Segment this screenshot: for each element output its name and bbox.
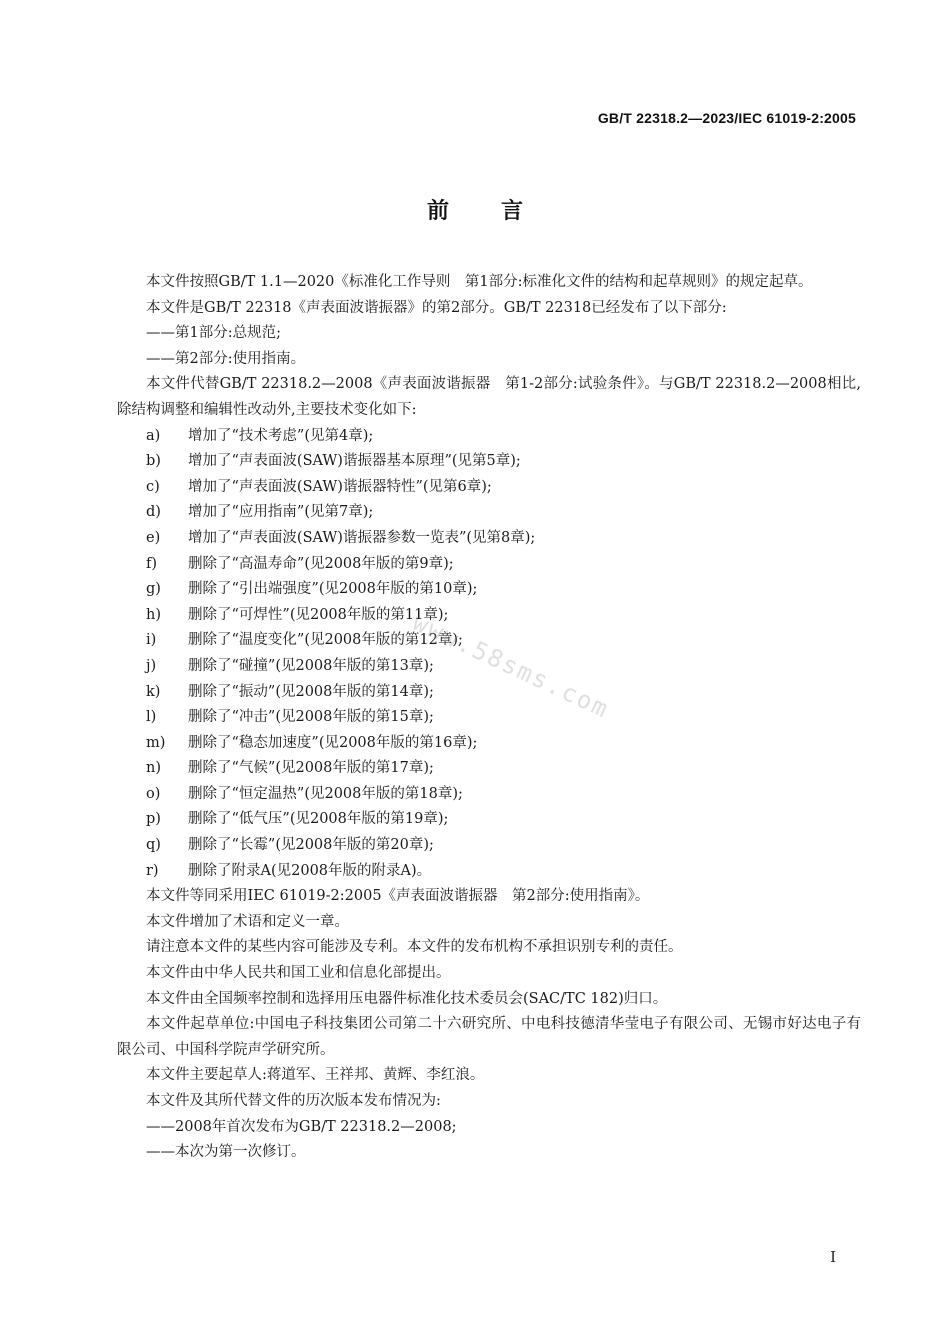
change-letter: k) <box>146 683 161 700</box>
paragraph-drafting-rules: 本文件按照GB/T 1.1—2020《标准化工作导则 第1部分:标准化文件的结构和起草规则》的规定起草。 <box>146 274 813 290</box>
change-text: 删除了“碰撞”(见2008年版的第13章); <box>188 657 434 674</box>
change-item <box>117 731 861 757</box>
change-item <box>117 654 861 680</box>
change-letter: h) <box>146 606 161 623</box>
foreword-body <box>117 270 861 1166</box>
change-letter: e) <box>146 529 161 546</box>
change-item <box>117 628 861 654</box>
standard-number-header: GB/T 22318.2—2023/IEC 61019-2:2005 <box>597 110 856 126</box>
change-text: 删除了“引出端强度”(见2008年版的第10章); <box>188 581 478 598</box>
change-item <box>117 449 861 475</box>
change-text: 删除了附录A(见2008年版的附录A)。 <box>188 862 432 879</box>
paragraph-terms-added: 本文件增加了术语和定义一章。 <box>146 913 349 930</box>
change-text: 删除了“稳态加速度”(见2008年版的第16章); <box>188 734 478 751</box>
history-list-item: ——2008年首次发布为GB/T 22318.2—2008; <box>146 1118 457 1135</box>
change-letter: j) <box>146 657 157 674</box>
change-letter: i) <box>146 632 157 649</box>
change-letter: m) <box>146 734 166 751</box>
change-letter: l) <box>146 709 157 726</box>
paragraph-drafters: 本文件主要起草人:蒋道军、王祥邦、黄辉、李红浪。 <box>146 1067 485 1084</box>
history-list-item: ——本次为第一次修订。 <box>146 1144 306 1161</box>
change-text: 增加了“声表面波(SAW)谐振器特性”(见第6章); <box>188 478 492 495</box>
paragraph-replaces: 本文件代替GB/T 22318.2—2008《声表面波谐振器 第1-2部分:试验条件》。与GB/T 22318.2—2008相比,除结构调整和编辑性改动外,主要技术变化如下: <box>117 376 861 418</box>
change-text: 删除了“振动”(见2008年版的第14章); <box>188 683 434 700</box>
change-item <box>117 756 861 782</box>
change-item <box>117 500 861 526</box>
change-text: 增加了“应用指南”(见第7章); <box>188 504 374 521</box>
changes-list <box>117 424 861 885</box>
change-letter: o) <box>146 785 161 802</box>
change-item <box>117 526 861 552</box>
change-letter: r) <box>146 862 159 879</box>
change-text: 删除了“高温寿命”(见2008年版的第9章); <box>188 555 454 572</box>
change-letter: q) <box>146 837 161 854</box>
change-letter: g) <box>146 581 161 598</box>
change-item <box>117 680 861 706</box>
change-text: 删除了“恒定温热”(见2008年版的第18章); <box>188 785 463 802</box>
watermark: www.58sms.com <box>408 608 614 724</box>
page-number: I <box>830 1248 836 1266</box>
change-letter: c) <box>146 478 160 495</box>
change-item <box>117 475 861 501</box>
change-letter: f) <box>146 555 158 572</box>
paragraph-proposed-by: 本文件由中华人民共和国工业和信息化部提出。 <box>146 965 451 982</box>
change-text: 删除了“冲击”(见2008年版的第15章); <box>188 709 434 726</box>
change-letter: b) <box>146 453 161 470</box>
paragraph-part-info: 本文件是GB/T 22318《声表面波谐振器》的第2部分。GB/T 22318已经发布了以下部分: <box>146 299 727 316</box>
change-item <box>117 807 861 833</box>
change-item <box>117 424 861 450</box>
paragraph-drafting-units: 本文件起草单位:中国电子科技集团公司第二十六研究所、中电科技德清华莹电子有限公司、无锡市好达电子有限公司、中国科学院声学研究所。 <box>117 1016 861 1058</box>
change-text: 删除了“长霉”(见2008年版的第20章); <box>188 837 434 854</box>
change-item <box>117 782 861 808</box>
change-item <box>117 859 861 885</box>
change-text: 删除了“低气压”(见2008年版的第19章); <box>188 811 449 828</box>
paragraph-patent-notice: 请注意本文件的某些内容可能涉及专利。本文件的发布机构不承担识别专利的责任。 <box>146 939 683 956</box>
change-item <box>117 705 861 731</box>
change-item <box>117 603 861 629</box>
change-letter: a) <box>146 427 161 444</box>
page-title: 前言 <box>426 199 575 224</box>
parts-list-item: ——第1部分:总规范; <box>146 325 281 342</box>
change-item <box>117 577 861 603</box>
change-letter: d) <box>146 504 161 521</box>
paragraph-history-intro: 本文件及其所代替文件的历次版本发布情况为: <box>146 1093 441 1109</box>
change-letter: n) <box>146 760 161 777</box>
change-text: 删除了“气候”(见2008年版的第17章); <box>188 760 434 777</box>
change-text: 增加了“技术考虑”(见第4章); <box>188 427 374 444</box>
change-item <box>117 833 861 859</box>
paragraph-iec-adoption: 本文件等同采用IEC 61019-2:2005《声表面波谐振器 第2部分:使用指南》。 <box>146 888 650 905</box>
change-letter: p) <box>146 811 161 828</box>
change-text: 增加了“声表面波(SAW)谐振器基本原理”(见第5章); <box>188 453 521 470</box>
parts-list-item: ——第2部分:使用指南。 <box>146 350 306 367</box>
change-text: 增加了“声表面波(SAW)谐振器参数一览表”(见第8章); <box>188 529 536 546</box>
change-text: 删除了“可焊性”(见2008年版的第11章); <box>188 606 449 623</box>
change-text: 删除了“温度变化”(见2008年版的第12章); <box>188 632 463 649</box>
change-item <box>117 552 861 578</box>
paragraph-under-jurisdiction: 本文件由全国频率控制和选择用压电器件标准化技术委员会(SAC/TC 182)归口。 <box>146 990 668 1007</box>
